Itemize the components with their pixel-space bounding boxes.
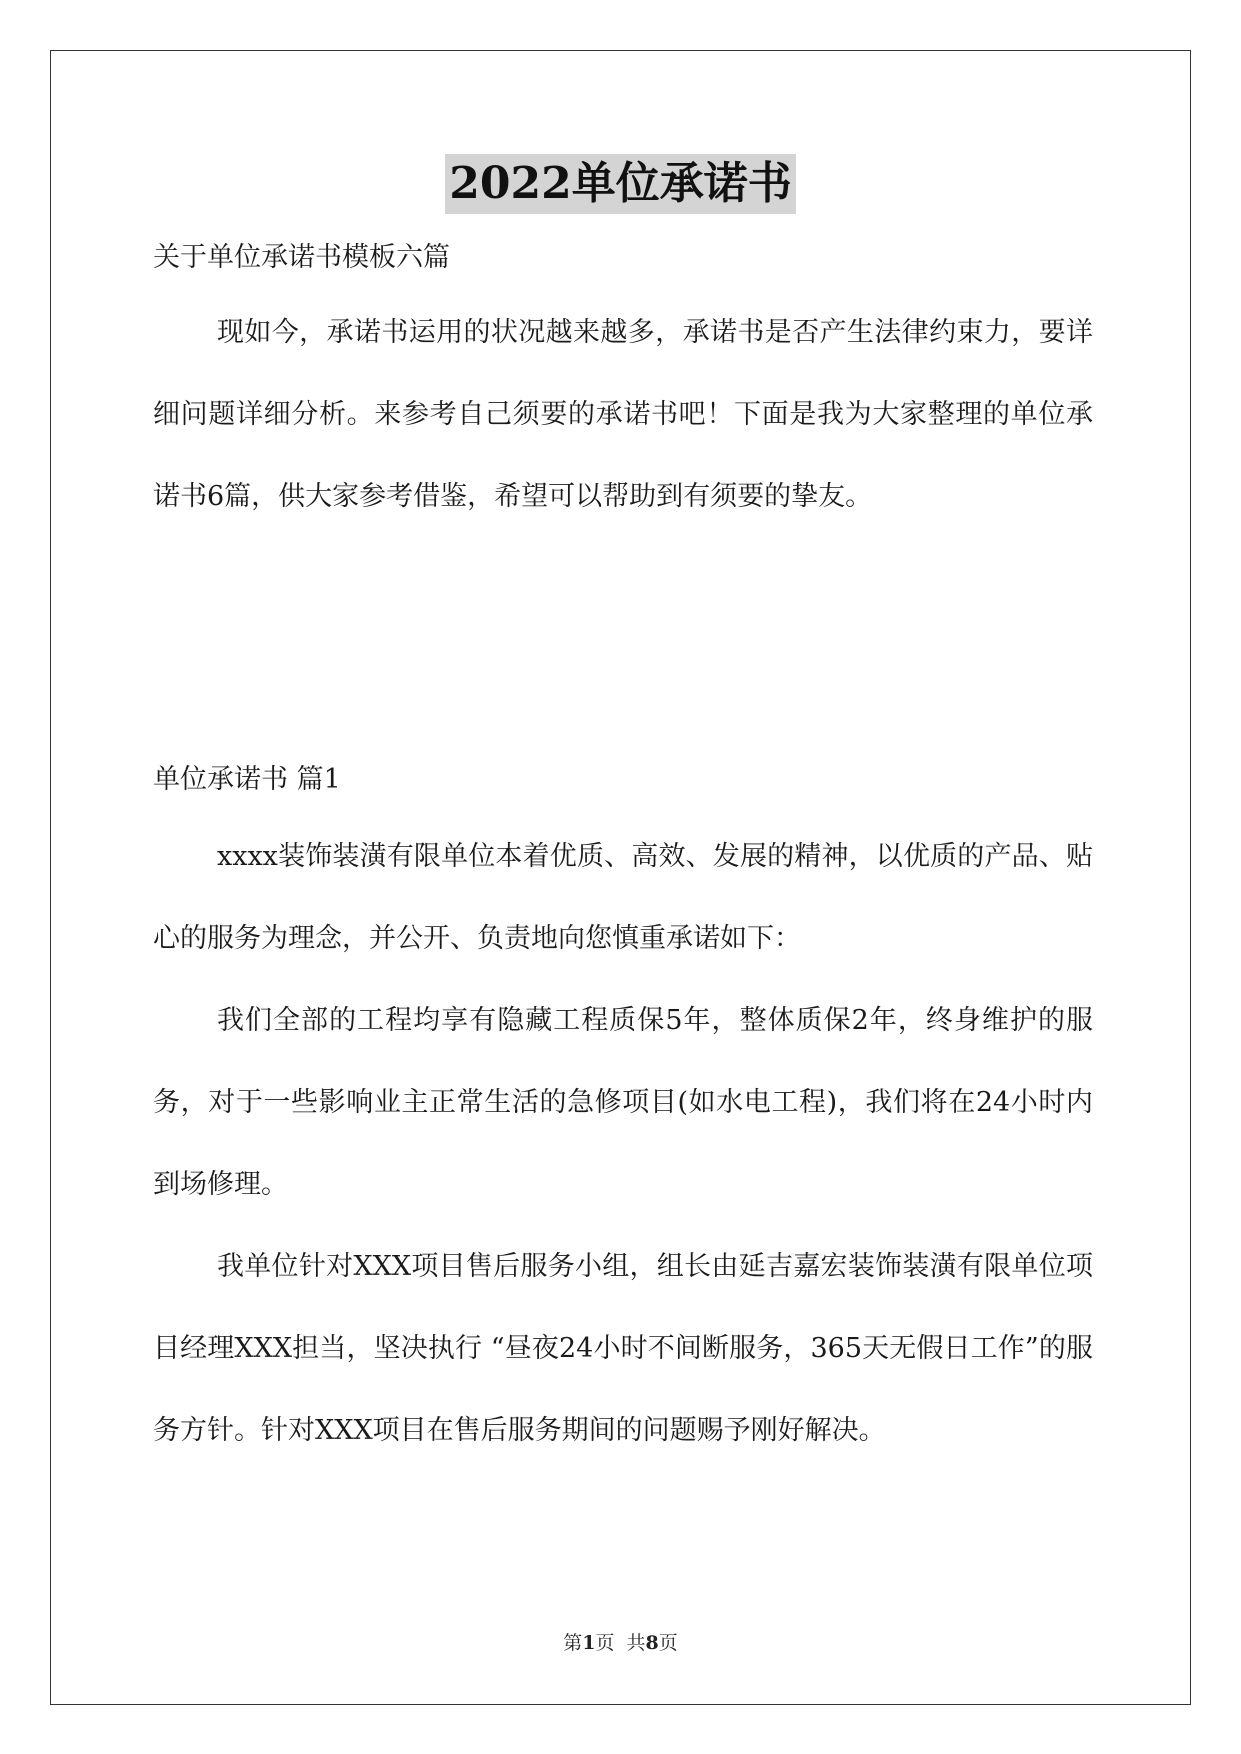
footer-page-suffix: 页 — [658, 1632, 678, 1654]
footer-page-total: 8 — [645, 1632, 659, 1654]
body-paragraph-1: xxxx装饰装潢有限单位本着优质、高效、发展的精神，以优质的产品、贴心的服务为理念，并公开、负责地向您慎重承诺如下： — [153, 841, 1093, 954]
footer-page-mid: 页 共 — [595, 1632, 646, 1654]
page-footer — [0, 1628, 1241, 1655]
title-container — [0, 154, 1241, 214]
section-heading: 单位承诺书 篇1 — [153, 764, 341, 795]
footer-page-current: 1 — [582, 1632, 596, 1654]
body-paragraph-2: 我们全部的工程均享有隐藏工程质保5年，整体质保2年，终身维护的服务，对于一些影响业主正常生活的急修项目(如水电工程)，我们将在24小时内到场修理。 — [153, 1005, 1093, 1200]
footer-page-prefix: 第 — [563, 1632, 583, 1654]
intro-paragraph: 现如今，承诺书运用的状况越来越多，承诺书是否产生法律约束力，要详细问题详细分析。来参考自己须要的承诺书吧！下面是我为大家整理的单位承诺书6篇，供大家参考借鉴，希望可以帮助到有须要的挚友。 — [153, 317, 1093, 512]
body-paragraph-3: 我单位针对XXX项目售后服务小组，组长由延吉嘉宏装饰装潢有限单位项目经理XXX担当，坚决执行 “昼夜24小时不间断服务，365天无假日工作”的服务方针。针对XXX项目在售后服务期间的问题赐予刚好解决。 — [153, 1251, 1093, 1446]
document-subtitle: 关于单位承诺书模板六篇 — [153, 242, 450, 273]
document-title: 2022单位承诺书 — [445, 154, 795, 214]
